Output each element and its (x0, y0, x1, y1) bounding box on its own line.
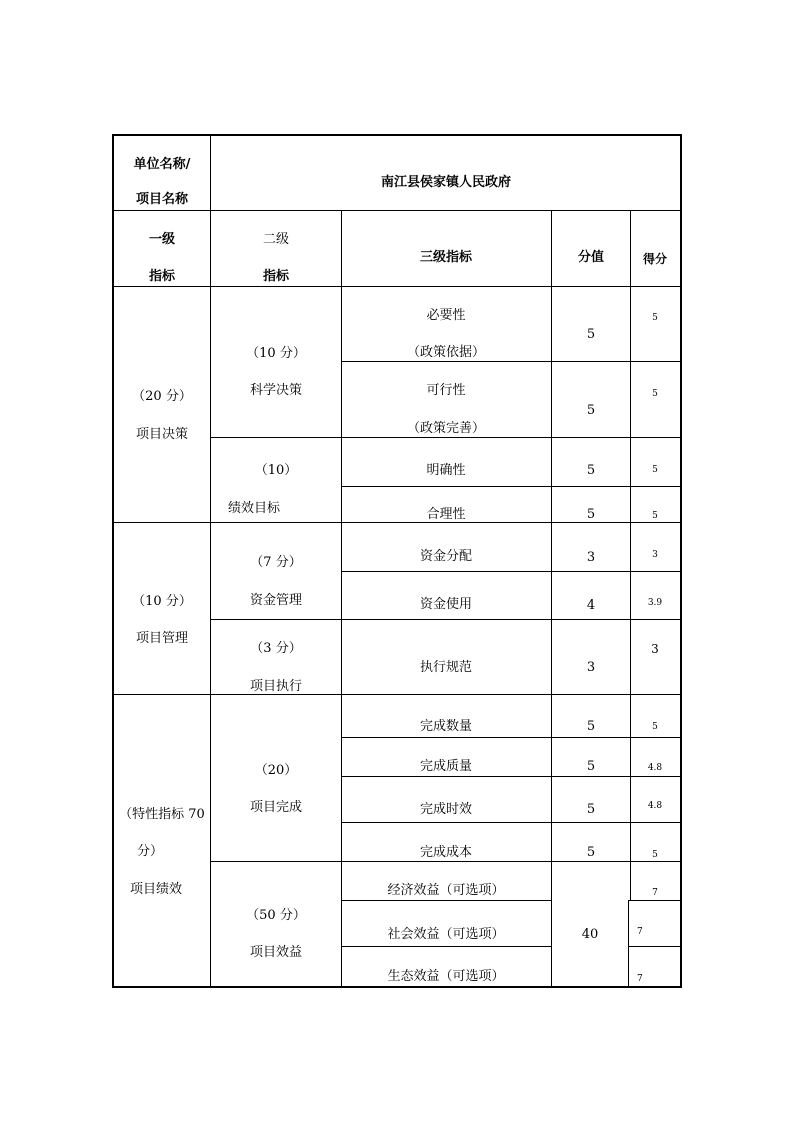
divider-h-row-2 (341, 486, 682, 487)
value-necessity: 5 (586, 327, 596, 342)
divider-h-benefit-1-col5 (628, 900, 682, 901)
score-feasibility: 5 (652, 389, 658, 399)
score-necessity: 5 (652, 313, 658, 323)
unit-label-line2: 项目名称 (135, 192, 189, 207)
indicator-feasibility: 可行性 (426, 383, 466, 398)
indicator-fund-usage: 资金使用 (419, 597, 473, 612)
value-completion-quality: 5 (586, 759, 596, 774)
divider-h-row-4 (341, 737, 682, 738)
value-completion-timeliness: 5 (586, 802, 596, 817)
score-fund-usage: 3.9 (647, 598, 663, 608)
score-social-benefit: 7 (637, 927, 643, 937)
group-1-2-weight: （10） (254, 463, 298, 478)
section-3-weight: （特性指标 70 (119, 807, 205, 822)
unit-label-line1: 单位名称/ (133, 157, 191, 172)
value-benefit-total: 40 (581, 927, 599, 942)
table-border-right (680, 134, 682, 988)
indicator-completion-cost: 完成成本 (419, 845, 473, 860)
value-fund-usage: 4 (586, 598, 596, 613)
group-1-1-weight: （10 分） (246, 346, 306, 361)
indicator-completion-quantity: 完成数量 (419, 719, 473, 734)
col-header-level2-b: 指标 (262, 269, 290, 284)
divider-v-col1 (210, 134, 211, 988)
group-2-2-title: 项目执行 (249, 679, 303, 694)
value-completion-cost: 5 (586, 845, 596, 860)
indicator-necessity: 必要性 (426, 308, 466, 323)
score-completion-quantity: 5 (652, 722, 658, 732)
col-header-score: 得分 (642, 252, 668, 266)
indicator-execution: 执行规范 (419, 660, 473, 675)
divider-v-col3 (551, 210, 552, 988)
value-fund-allocation: 3 (586, 550, 596, 565)
indicator-fund-allocation: 资金分配 (419, 549, 473, 564)
indicator-clarity: 明确性 (426, 463, 466, 478)
col-header-level3: 三级指标 (419, 250, 473, 265)
divider-h-group-c (210, 861, 682, 862)
col-header-value: 分值 (577, 250, 605, 265)
divider-h-row-6 (341, 822, 682, 823)
divider-h-header (112, 210, 682, 211)
divider-h-row-1 (341, 361, 682, 362)
indicator-necessity-note: （政策依据） (406, 345, 486, 360)
indicator-completion-timeliness: 完成时效 (419, 802, 473, 817)
divider-h-sec1 (112, 522, 682, 523)
col-header-level1-a: 一级 (148, 232, 176, 247)
divider-h-group-b (210, 619, 682, 620)
indicator-completion-quality: 完成质量 (419, 759, 473, 774)
group-2-1-title: 资金管理 (249, 593, 303, 608)
score-rationality: 5 (652, 511, 658, 521)
indicator-rationality: 合理性 (426, 507, 466, 522)
score-fund-allocation: 3 (652, 550, 658, 560)
section-1-title: 项目决策 (135, 427, 189, 442)
group-1-2-title: 绩效目标 (227, 501, 281, 516)
value-completion-quantity: 5 (586, 719, 596, 734)
indicator-social-benefit: 社会效益（可选项） (387, 927, 505, 942)
divider-h-benefit-2-col3 (341, 946, 551, 947)
group-3-1-weight: （20） (254, 763, 298, 778)
score-completion-timeliness: 4.8 (647, 801, 663, 811)
group-1-1-title: 科学决策 (249, 383, 303, 398)
col-header-level2-a: 二级 (262, 232, 290, 247)
group-3-2-weight: （50 分） (246, 908, 306, 923)
indicator-ecological-benefit: 生态效益（可选项） (387, 969, 505, 984)
divider-v-col4 (630, 210, 631, 900)
divider-h-group-a (210, 437, 682, 438)
indicator-feasibility-note: （政策完善） (406, 421, 486, 436)
group-2-1-weight: （7 分） (250, 555, 302, 570)
group-2-2-weight: （3 分） (250, 641, 302, 656)
group-3-2-title: 项目效益 (249, 945, 303, 960)
table-border-top (112, 134, 682, 136)
divider-h-benefit-1-col3 (341, 900, 551, 901)
divider-h-benefit-2-col5 (628, 946, 682, 947)
divider-v-col2 (341, 210, 342, 988)
divider-v-col4-lower (628, 900, 629, 988)
score-completion-cost: 5 (652, 850, 658, 860)
indicator-economic-benefit: 经济效益（可选项） (387, 883, 505, 898)
value-rationality: 5 (586, 507, 596, 522)
score-completion-quality: 4.8 (647, 763, 663, 773)
divider-h-row-5 (341, 776, 682, 777)
section-3-weight-cont: 分） (136, 844, 164, 859)
score-execution: 3 (651, 642, 659, 656)
section-2-title: 项目管理 (135, 631, 189, 646)
section-2-weight: （10 分） (132, 594, 192, 609)
group-3-1-title: 项目完成 (249, 800, 303, 815)
section-1-weight: （20 分） (132, 389, 192, 404)
table-border-left (112, 134, 114, 988)
value-execution: 3 (586, 660, 596, 675)
value-clarity: 5 (586, 463, 596, 478)
divider-h-header2 (112, 286, 682, 287)
score-clarity: 5 (652, 465, 658, 475)
divider-h-sec2 (112, 694, 682, 695)
value-feasibility: 5 (586, 403, 596, 418)
col-header-level1-b: 指标 (148, 269, 176, 284)
score-ecological-benefit: 7 (637, 974, 643, 984)
table-border-bottom (112, 986, 682, 988)
divider-h-row-3 (341, 571, 682, 572)
score-economic-benefit: 7 (652, 888, 658, 898)
unit-name-value: 南江县侯家镇人民政府 (380, 175, 512, 190)
section-3-title: 项目绩效 (129, 882, 183, 897)
